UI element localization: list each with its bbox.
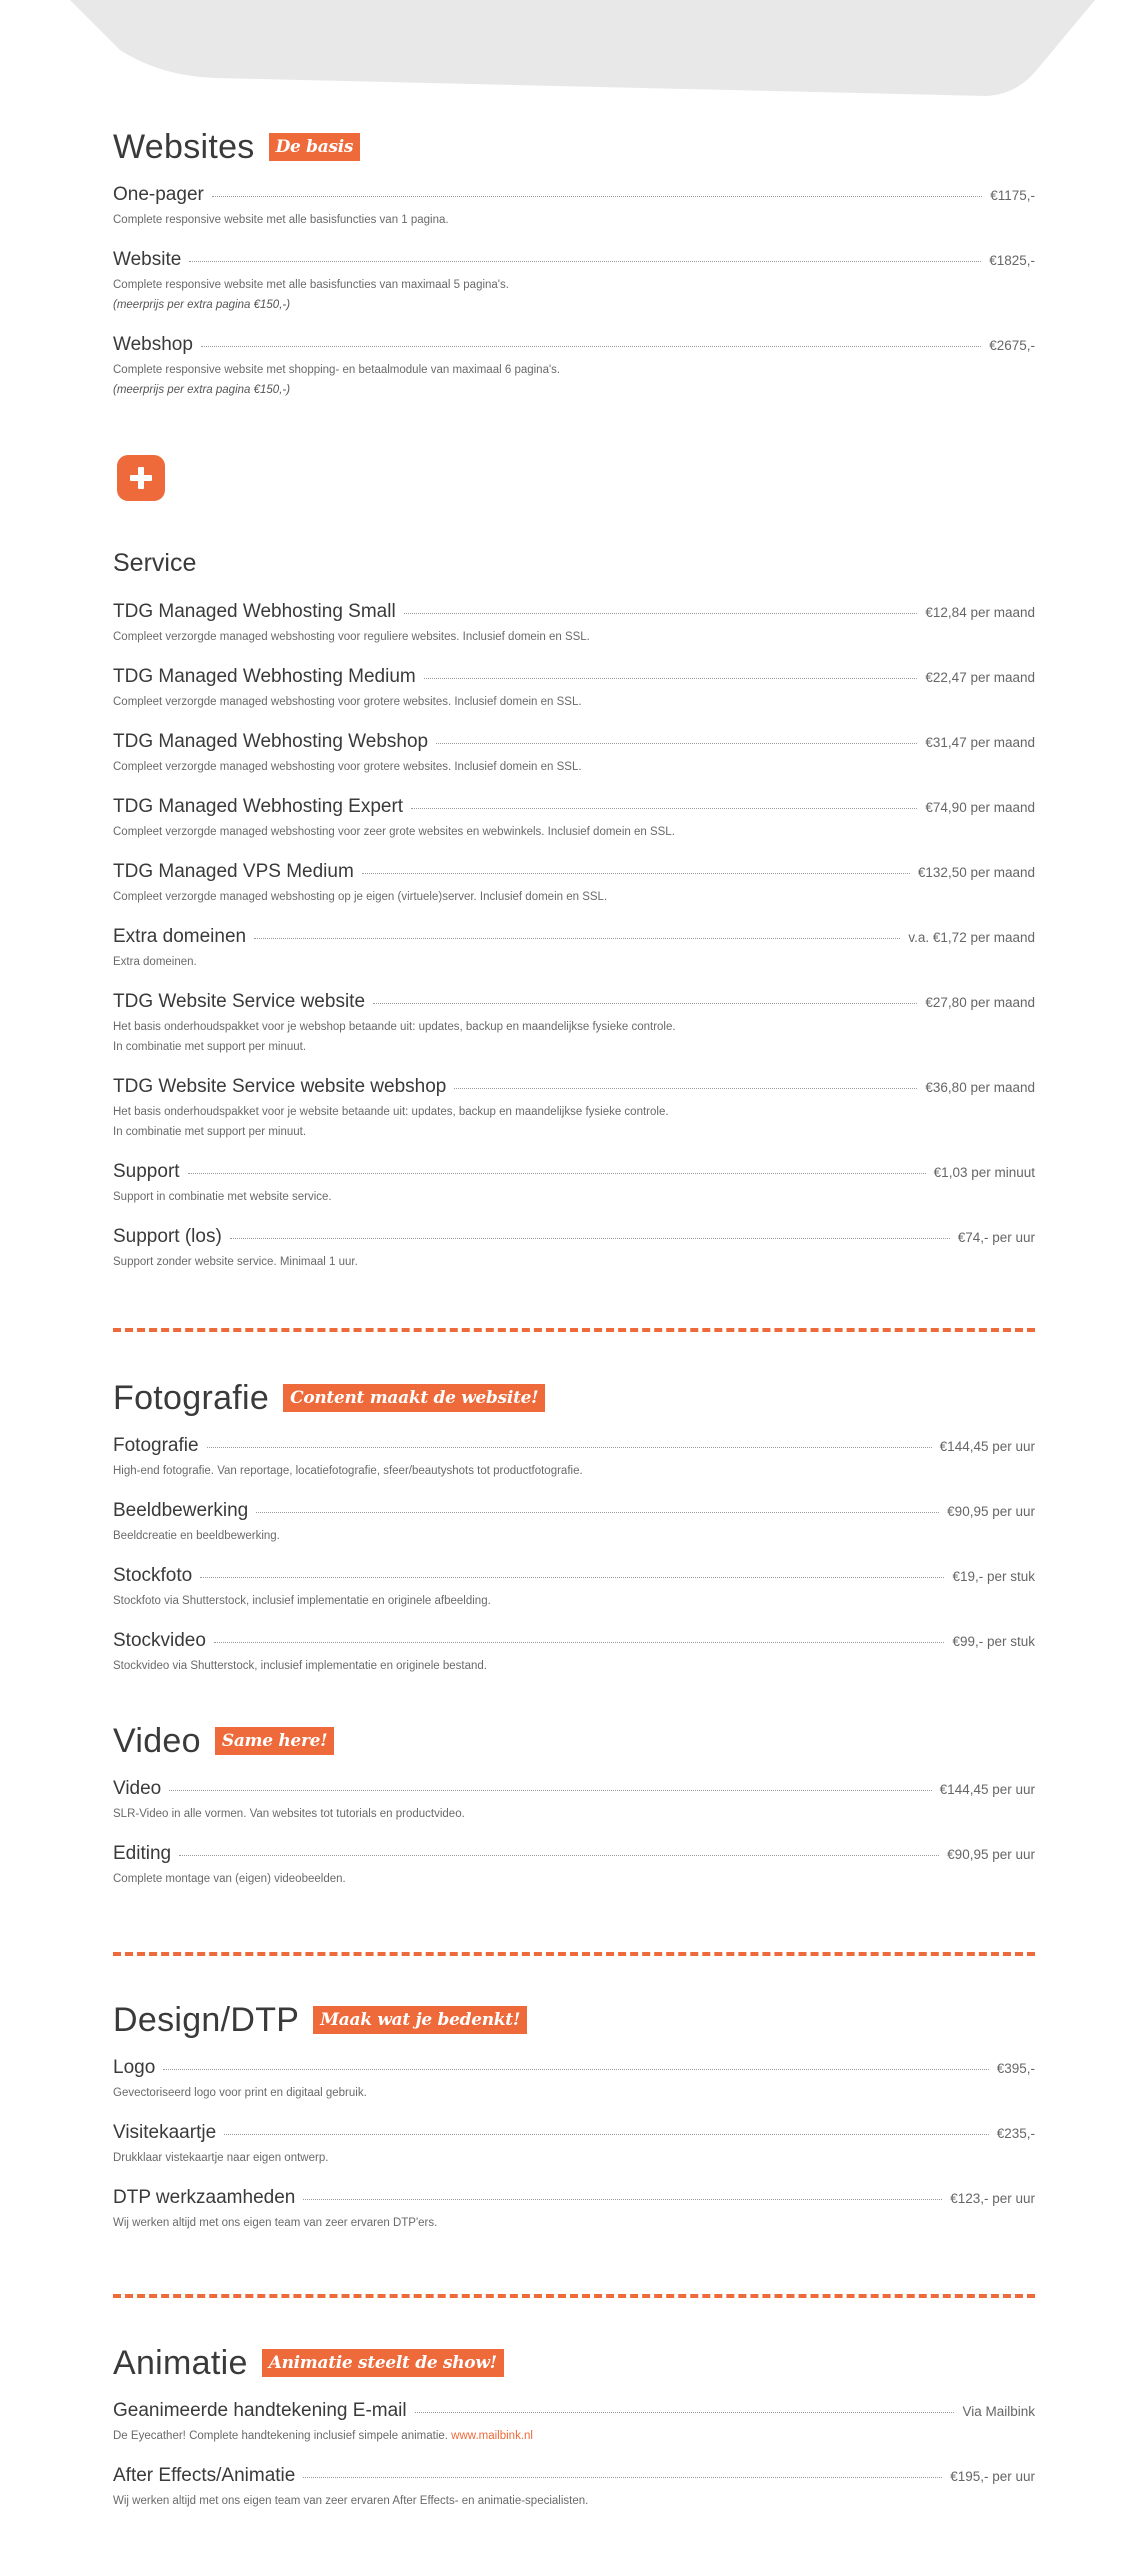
price-item [113,1774,1035,1839]
section-title: Websites [113,127,255,166]
section-title: Video [113,1721,201,1760]
item-price: €36,80 per maand [925,1079,1035,1095]
item-price: €12,84 per maand [925,604,1035,620]
price-item [113,1839,1035,1904]
item-name: Webshop [113,334,193,355]
dotted-leader [214,1642,945,1643]
header-background-shape [0,0,1134,100]
section-video [113,1716,1035,1904]
item-price: €195,- per uur [950,2468,1035,2484]
item-description: Wij werken altijd met ons eigen team van zeer ervaren After Effects- en animatie-specialisten. [113,2495,589,2507]
section-divider [113,1328,1035,1332]
item-price: €2675,- [989,337,1035,353]
item-description: SLR-Video in alle vormen. Van websites tot tutorials en productvideo. [113,1808,465,1820]
item-description: Beeldcreatie en beeldbewerking. [113,1530,280,1542]
price-item [113,1157,1035,1222]
item-name: TDG Managed Webhosting Expert [113,796,404,817]
item-description-text: De Eyecather! Complete handtekening inclusief simpele animatie. [113,2430,448,2442]
price-item [113,1431,1035,1496]
section-header [113,1716,1035,1766]
item-description: Extra domeinen. [113,956,197,968]
section-tag: Content maakt de website! [283,1384,545,1412]
item-description: Compleet verzorgde managed webshosting voor grotere websites. Inclusief domein en SSL. [113,761,582,773]
price-item [113,987,1035,1072]
item-description: High-end fotografie. Van reportage, locatiefotografie, sfeer/beautyshots tot productfotografie. [113,1465,583,1477]
section-tag: Animatie steelt de show! [262,2349,504,2377]
price-item [113,2183,1035,2248]
dotted-leader [415,2412,955,2413]
item-price: €74,90 per maand [925,799,1035,815]
section-title: Design/DTP [113,2000,300,2039]
section-title: Fotografie [113,1378,270,1417]
price-item [113,1072,1035,1157]
price-item [113,2461,1035,2526]
item-name: TDG Website Service website webshop [113,1076,447,1097]
item-description-extra: In combinatie met support per minuut. [113,1041,307,1053]
item-price: €395,- [996,2060,1035,2076]
section-tag: Maak wat je bedenkt! [313,2006,527,2034]
item-name: Visitekaartje [113,2122,217,2143]
dotted-leader [256,1512,939,1513]
dotted-leader [424,678,918,679]
price-item [113,180,1035,245]
item-price: €90,95 per uur [947,1846,1035,1862]
dotted-leader [230,1238,950,1239]
dotted-leader [254,938,900,939]
dotted-leader [454,1088,917,1089]
section-animatie [113,2338,1035,2526]
dotted-leader [188,1173,926,1174]
item-description: Stockfoto via Shutterstock, inclusief implementatie en originele afbeelding. [113,1595,491,1607]
dotted-leader [179,1855,939,1856]
item-name: TDG Managed Webhosting Medium [113,666,416,687]
price-item [113,792,1035,857]
item-description: Compleet verzorgde managed webshosting voor reguliere websites. Inclusief domein en SSL. [113,631,590,643]
item-description: Gevectoriseerd logo voor print en digitaal gebruik. [113,2087,367,2099]
section-tag: Same here! [215,1727,334,1755]
section-header [113,1995,1035,2045]
dotted-leader [189,261,981,262]
price-item [113,2053,1035,2118]
dotted-leader [163,2069,988,2070]
item-description: Het basis onderhoudspakket voor je webshop betaande uit: updates, backup en maandelijkse fysieke controle. [113,1021,676,1033]
item-description-extra: In combinatie met support per minuut. [113,1126,307,1138]
item-price: €123,- per uur [950,2190,1035,2206]
dotted-leader [404,613,918,614]
section-service [113,543,1035,1287]
item-price: €22,47 per maand [925,669,1035,685]
item-name: Beeldbewerking [113,1500,249,1521]
item-description: Complete responsive website met shopping- en betaalmodule van maximaal 6 pagina's. [113,364,561,376]
item-name: Support [113,1161,180,1182]
item-name: Editing [113,1843,172,1864]
section-title: Service [113,549,197,577]
dotted-leader [201,346,981,347]
item-description: Compleet verzorgde managed webshosting voor zeer grote websites en webwinkels. Inclusief domein en SSL. [113,826,675,838]
item-price: v.a. €1,72 per maand [908,929,1035,945]
item-price: €74,- per uur [957,1229,1035,1245]
dotted-leader [224,2134,989,2135]
item-note: (meerprijs per extra pagina €150,-) [113,299,291,311]
section-title: Animatie [113,2343,248,2382]
item-name: DTP werkzaamheden [113,2187,296,2208]
item-price: €90,95 per uur [947,1503,1035,1519]
item-name: Stockfoto [113,1565,193,1586]
section-header [113,2338,1035,2388]
price-item [113,245,1035,330]
item-name: TDG Managed VPS Medium [113,861,354,882]
item-price: €1175,- [990,187,1035,203]
price-item [113,857,1035,922]
price-item [113,1222,1035,1287]
price-item [113,2396,1035,2461]
section-websites [113,122,1035,400]
dotted-leader [436,743,917,744]
item-description: Complete responsive website met alle basisfuncties van 1 pagina. [113,214,449,226]
item-description: Support zonder website service. Minimaal 1 uur. [113,1256,358,1268]
dotted-leader [411,808,917,809]
item-price: €99,- per stuk [952,1633,1035,1649]
item-description [113,2426,1035,2446]
item-description: Wij werken altijd met ons eigen team van zeer ervaren DTP'ers. [113,2217,438,2229]
item-name: TDG Managed Webhosting Small [113,601,396,622]
item-name: Website [113,249,182,270]
expand-button[interactable] [117,455,165,501]
item-description: Drukklaar vistekaartje naar eigen ontwerp. [113,2152,329,2164]
section-header [113,122,1035,172]
item-description: Complete responsive website met alle basisfuncties van maximaal 5 pagina's. [113,279,509,291]
section-tag: De basis [269,133,361,161]
section-fotografie [113,1373,1035,1691]
dotted-leader [169,1790,931,1791]
item-description: Support in combinatie met website service. [113,1191,332,1203]
item-description: Stockvideo via Shutterstock, inclusief implementatie en originele bestand. [113,1660,487,1672]
section-header [113,1373,1035,1423]
dotted-leader [373,1003,917,1004]
price-item [113,922,1035,987]
dotted-leader [207,1447,932,1448]
section-divider [113,2294,1035,2298]
item-name: TDG Managed Webhosting Webshop [113,731,429,752]
item-price: €144,45 per uur [939,1781,1035,1797]
item-description: Complete montage van (eigen) videobeelden. [113,1873,346,1885]
item-name: Support (los) [113,1226,222,1247]
item-price: €19,- per stuk [952,1568,1035,1584]
price-item [113,1561,1035,1626]
item-name: Stockvideo [113,1630,206,1651]
price-item [113,1496,1035,1561]
item-price: Via Mailbink [962,2403,1035,2419]
section-divider [113,1952,1035,1956]
dotted-leader [200,1577,944,1578]
item-price: €132,50 per maand [917,864,1035,880]
item-price: €144,45 per uur [939,1438,1035,1454]
item-price: €27,80 per maand [925,994,1035,1010]
price-item [113,2118,1035,2183]
dotted-leader [362,873,910,874]
plus-icon [128,465,154,491]
dotted-leader [303,2477,942,2478]
item-price: €31,47 per maand [925,734,1035,750]
price-item [113,597,1035,662]
item-name: Fotografie [113,1435,199,1456]
item-name: TDG Website Service website [113,991,366,1012]
item-price: €1825,- [989,252,1035,268]
item-name: One-pager [113,184,204,205]
item-description: Compleet verzorgde managed webshosting voor grotere websites. Inclusief domein en SSL. [113,696,582,708]
item-description: Het basis onderhoudspakket voor je website betaande uit: updates, backup en maandelijkse fysieke controle. [113,1106,669,1118]
item-description: Compleet verzorgde managed webshosting op je eigen (virtuele)server. Inclusief domein en SSL. [113,891,608,903]
price-item [113,662,1035,727]
item-name: After Effects/Animatie [113,2465,296,2486]
item-name: Extra domeinen [113,926,247,947]
item-name: Logo [113,2057,156,2078]
item-name: Geanimeerde handtekening E-mail [113,2400,407,2421]
item-note: (meerprijs per extra pagina €150,-) [113,384,291,396]
dotted-leader [212,196,982,197]
mailbink-link[interactable]: www.mailbink.nl [451,2430,533,2442]
price-item [113,330,1035,400]
item-price: €1,03 per minuut [933,1164,1035,1180]
price-item [113,727,1035,792]
item-price: €235,- [996,2125,1035,2141]
section-design-dtp [113,1995,1035,2248]
price-item [113,1626,1035,1691]
dotted-leader [303,2199,942,2200]
item-name: Video [113,1778,162,1799]
